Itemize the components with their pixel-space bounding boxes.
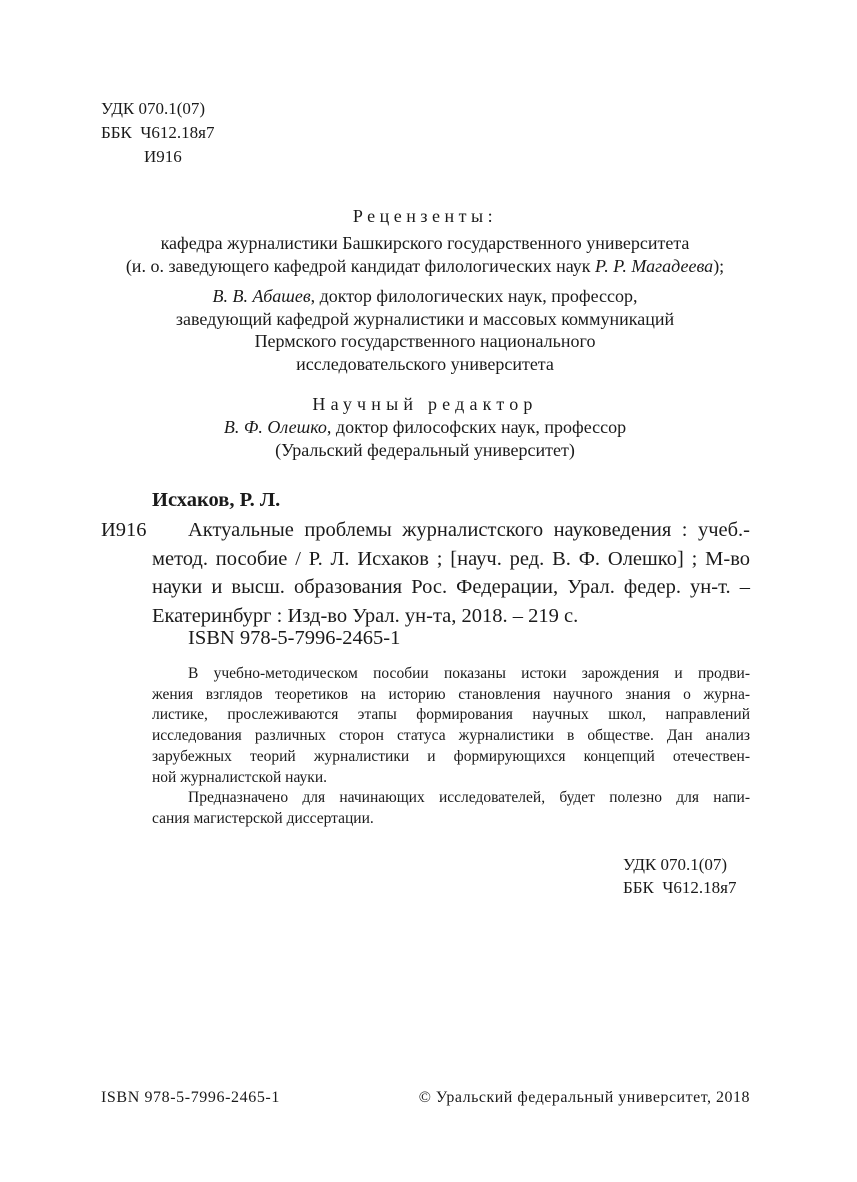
reviewer-2-line-1: В. В. Абашев, доктор филологических наук, профессор, [212, 286, 638, 306]
editor-line-2: (Уральский федеральный университет) [275, 440, 575, 460]
reviewer-1-line-1: кафедра журналистики Башкирского государственного университета [160, 233, 690, 253]
bbk-bottom: ББК Ч612.18я7 [623, 878, 737, 897]
reviewer-2-name: В. В. Абашев [212, 286, 311, 306]
catalog-line-2: метод. пособие / Р. Л. Исхаков ; [науч. ред. В. Ф. Олешко] ; М-во [152, 547, 750, 570]
editor-heading: Научный редактор [312, 394, 538, 414]
udk-top: УДК 070.1(07) [101, 99, 206, 118]
abstract-p1-line-3: листике, прослеживаются этапы формирования научных школ, направлений [152, 706, 750, 724]
author-mark-top: И916 [144, 147, 182, 166]
abstract-p1-line-1: В учебно-методическом пособии показаны истоки зарождения и продви- [188, 665, 750, 682]
abstract-p2-line-2: сания магистерской диссертации. [152, 809, 374, 827]
abstract [152, 664, 750, 830]
reviewer-2-line-2: заведующий кафедрой журналистики и массовых коммуникаций [175, 309, 675, 329]
reviewer-2-line-3: Пермского государственного национального [254, 331, 596, 351]
reviewer-2-line-4: исследовательского университета [296, 354, 554, 374]
abstract-p1-line-2: жения взглядов теоретиков на историю становления научного знания о журна- [152, 685, 750, 703]
bbk-top: ББК Ч612.18я7 [101, 123, 215, 142]
reviewer-1-line-2: (и. о. заведующего кафедрой кандидат филологических наук Р. Р. Магадеева); [125, 256, 725, 276]
catalog-mark: И916 [101, 519, 147, 541]
abstract-p1-line-5: зарубежных теорий журналистики и формирующихся концепций отечествен- [152, 747, 750, 765]
abstract-p2-line-1: Предназначено для начинающих исследователей, будет полезно для напи- [188, 789, 750, 807]
abstract-p1-line-4: исследования различных сторон статуса журналистики в обществе. Дан анализ [152, 727, 750, 745]
footer-isbn: ISBN 978-5-7996-2465-1 [101, 1089, 280, 1106]
abstract-p1-line-6: ной журналистской науки. [152, 768, 327, 786]
editor-name: В. Ф. Олешко [223, 417, 327, 437]
editor-line-1: В. Ф. Олешко, доктор философских наук, профессор [223, 417, 627, 437]
catalog-isbn: ISBN 978-5-7996-2465-1 [188, 627, 401, 649]
catalog-line-1: Актуальные проблемы журналистского науковедения : учеб.- [188, 519, 750, 541]
footer-copyright: © Уральский федеральный университет, 2018 [418, 1089, 750, 1106]
catalog-author: Исхаков, Р. Л. [152, 489, 281, 511]
reviewer-1-name: Р. Р. Магадеева [595, 256, 714, 276]
catalog-line-4: Екатеринбург : Изд-во Урал. ун-та, 2018. – 219 с. [152, 604, 579, 627]
reviewers-heading: Рецензенты: [352, 206, 498, 226]
catalog-description [152, 516, 750, 630]
catalog-line-3: науки и высш. образования Рос. Федерации, Урал. федер. ун-т. – [152, 576, 750, 598]
udk-bottom: УДК 070.1(07) [623, 855, 728, 874]
